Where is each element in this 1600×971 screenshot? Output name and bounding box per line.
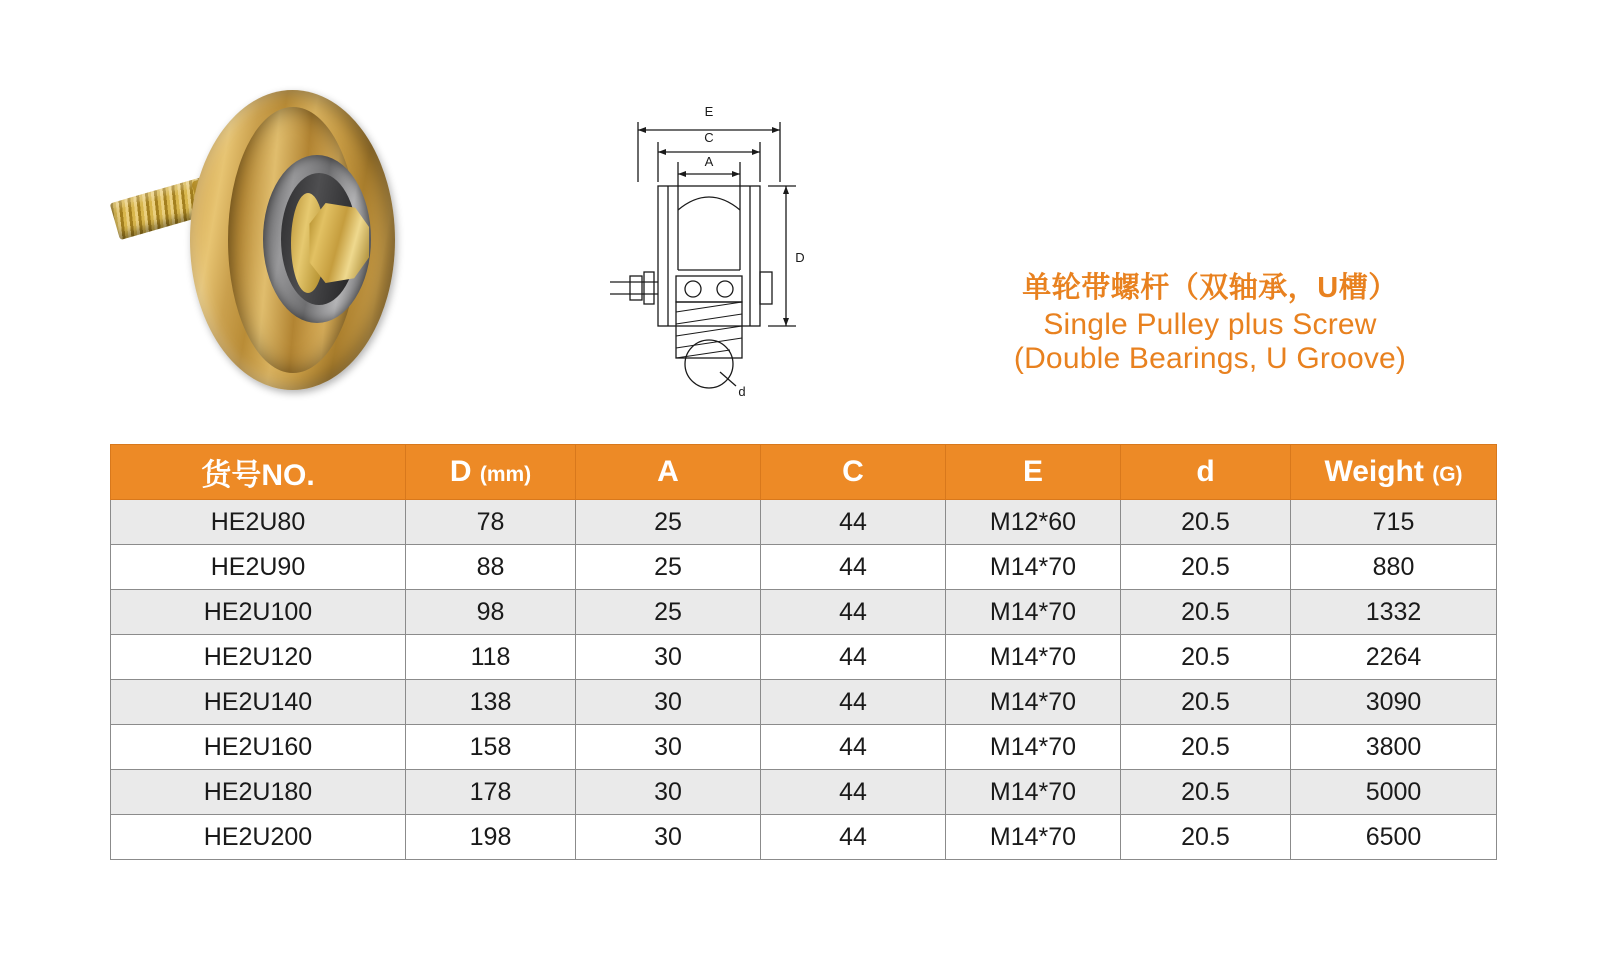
column-header-c: C	[761, 445, 946, 500]
cell-small-d: 20.5	[1121, 770, 1291, 815]
cell-a: 25	[576, 590, 761, 635]
table-row	[111, 635, 1497, 680]
column-header-small-d: d	[1121, 445, 1291, 500]
cell-weight: 2264	[1291, 635, 1497, 680]
cell-c: 44	[761, 500, 946, 545]
table-row	[111, 770, 1497, 815]
cell-d: 118	[406, 635, 576, 680]
product-header-area	[0, 0, 1600, 432]
cell-weight: 1332	[1291, 590, 1497, 635]
cell-e: M12*60	[946, 500, 1121, 545]
cell-weight: 3090	[1291, 680, 1497, 725]
product-title-english-line2: (Double Bearings, U Groove)	[1013, 342, 1407, 376]
cell-item-no: HE2U200	[111, 815, 406, 860]
cell-d: 138	[406, 680, 576, 725]
table-row	[111, 590, 1497, 635]
cell-c: 44	[761, 635, 946, 680]
cell-d: 78	[406, 500, 576, 545]
technical-drawing-svg	[600, 90, 850, 410]
column-header-e: E	[946, 445, 1121, 500]
cell-c: 44	[761, 725, 946, 770]
cell-small-d: 20.5	[1121, 725, 1291, 770]
table-header-row	[111, 445, 1497, 500]
drawing-label-d: d	[738, 384, 746, 399]
column-header-a: A	[576, 445, 761, 500]
cell-e: M14*70	[946, 635, 1121, 680]
cell-small-d: 20.5	[1121, 680, 1291, 725]
drawing-label-A: A	[704, 154, 714, 169]
cell-e: M14*70	[946, 815, 1121, 860]
table-row	[111, 680, 1497, 725]
cell-a: 30	[576, 815, 761, 860]
cell-a: 30	[576, 770, 761, 815]
product-photo	[95, 35, 425, 385]
cell-d: 88	[406, 545, 576, 590]
cell-a: 30	[576, 680, 761, 725]
cell-c: 44	[761, 590, 946, 635]
cell-item-no: HE2U160	[111, 725, 406, 770]
cell-weight: 5000	[1291, 770, 1497, 815]
table-row	[111, 545, 1497, 590]
cell-item-no: HE2U90	[111, 545, 406, 590]
cell-small-d: 20.5	[1121, 815, 1291, 860]
product-title-chinese: 单轮带螺杆（双轴承，U槽）	[1022, 272, 1398, 304]
cell-item-no: HE2U100	[111, 590, 406, 635]
spec-table	[110, 444, 1497, 860]
cell-e: M14*70	[946, 590, 1121, 635]
cell-small-d: 20.5	[1121, 590, 1291, 635]
cell-c: 44	[761, 545, 946, 590]
cell-small-d: 20.5	[1121, 545, 1291, 590]
cell-weight: 6500	[1291, 815, 1497, 860]
cell-d: 178	[406, 770, 576, 815]
cell-small-d: 20.5	[1121, 500, 1291, 545]
cell-c: 44	[761, 770, 946, 815]
column-header-item-no: 货号NO.	[111, 445, 406, 500]
cell-item-no: HE2U140	[111, 680, 406, 725]
cell-d: 198	[406, 815, 576, 860]
cell-a: 25	[576, 500, 761, 545]
cell-e: M14*70	[946, 770, 1121, 815]
table-row	[111, 500, 1497, 545]
cell-c: 44	[761, 815, 946, 860]
cell-a: 30	[576, 725, 761, 770]
product-title-english-line1: Single Pulley plus Screw	[1043, 307, 1377, 341]
cell-weight: 3800	[1291, 725, 1497, 770]
technical-drawing	[600, 90, 850, 410]
drawing-label-C: C	[704, 130, 714, 145]
cell-item-no: HE2U120	[111, 635, 406, 680]
cell-d: 158	[406, 725, 576, 770]
cell-item-no: HE2U80	[111, 500, 406, 545]
cell-e: M14*70	[946, 725, 1121, 770]
column-header-d: D (mm)	[406, 445, 576, 500]
spec-table-wrapper	[110, 444, 1496, 860]
table-row	[111, 725, 1497, 770]
drawing-label-E: E	[704, 104, 714, 119]
cell-a: 30	[576, 635, 761, 680]
cell-e: M14*70	[946, 680, 1121, 725]
column-header-weight: Weight (G)	[1291, 445, 1497, 500]
cell-e: M14*70	[946, 545, 1121, 590]
cell-d: 98	[406, 590, 576, 635]
cell-small-d: 20.5	[1121, 635, 1291, 680]
drawing-label-D: D	[795, 250, 805, 265]
product-title-block	[950, 272, 1470, 377]
cell-weight: 715	[1291, 500, 1497, 545]
table-row	[111, 815, 1497, 860]
cell-weight: 880	[1291, 545, 1497, 590]
cell-c: 44	[761, 680, 946, 725]
cell-item-no: HE2U180	[111, 770, 406, 815]
cell-a: 25	[576, 545, 761, 590]
